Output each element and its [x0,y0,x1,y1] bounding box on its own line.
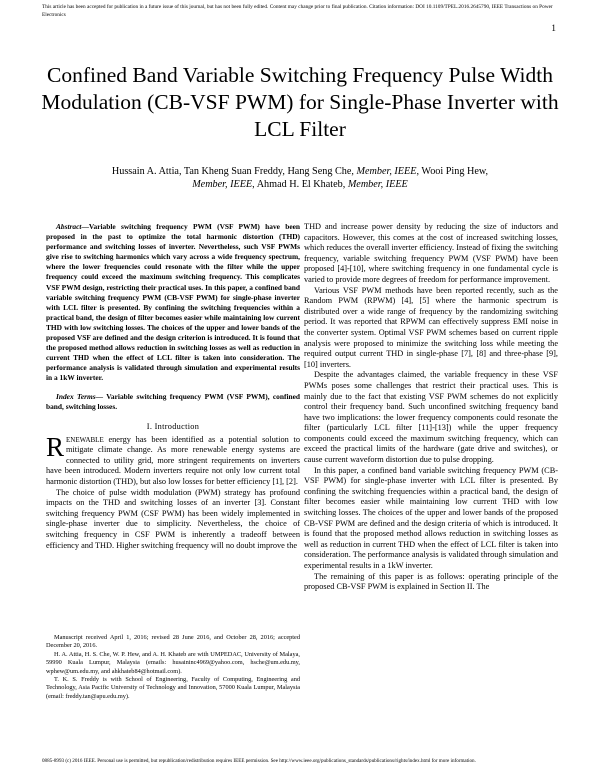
copyright-footer: 0885-8993 (c) 2016 IEEE. Personal use is permitted, but republication/redistribution requires IEEE permission. See http://www.ieee.org/publications_standards/publications/rights/index.html for more information. [42,758,476,764]
footnote-affiliation-2: T. K. S. Freddy is with School of Engineering, Faculty of Computing, Engineering and Technology, Asia Pacific University of Technology and Innovation, 57000 Kuala Lumpur, Malaysia (email: freddy.tan@apu.edu.my). [46,676,300,700]
right-paragraph-4: In this paper, a confined band variable switching frequency PWM (CB-VSF PWM) for single-phase inverter with LCL filter is presented. By confining the switching frequencies within a practical band, the design of filter becomes easier while maintaining low current THD with low switching losses. The choices of the upper and lower bands of the proposed CB-VSF PWM are defined and the design criteria of which is introduced. It is found that the proposed method allows reduction in switching losses as well as reduction in current THD when the effect of LCL filter is taken into consideration. The performance analysis is validated through simulation and experimental results in a 1kW inverter. [304,465,558,570]
author-membership-2: Member, IEEE [192,179,253,190]
page-number: 1 [551,24,556,34]
right-paragraph-3: Despite the advantages claimed, the variable frequency in these VSF PWMs poses some challenges that restrict their practical uses. This is mainly due to the fact that existing VSF PWM schemes do not explicitly control their frequency band. Such unconfined switching frequency band have two implications: the lower frequency components could resonate the filter (particularly LCL filter [11]-[13]) while the upper frequency components could exceed the maximum switching frequency, which can exceed the practical limits of the hardware (gate drive and switches), or cause current waveform distortion due to pulse dropping. [304,370,558,465]
author-names-2: , Ahmad H. El Khateb, [252,179,348,190]
footnotes [46,634,300,701]
author-list [60,165,540,191]
right-paragraph-5: The remaining of this paper is as follows: operating principle of the proposed CB-VSF PWM is explained in Section II. The [304,571,558,592]
drop-cap: R [46,431,65,462]
intro-paragraph-1 [46,431,300,488]
abstract-label: Abstract [56,222,82,231]
journal-notice: This article has been accepted for publication in a future issue of this journal, but has not been fully edited. Content may change prior to final publication. Citation information: DOI 10.1109/TPEL.2016.2645790, IEEE Transactions on Power Electronics [42,4,553,18]
right-paragraph-1: THD and increase power density by reducing the size of inductors and capacitors. However, this comes at the cost of increased switching losses, which reduces the overall inverter efficiency. Instead of fixing the switching frequency, variable switching frequency PWM (VSF PWM) have been proposed [4]-[10], where switching frequency in one fundamental cycle is varied to provide more degrees of freedom for performance improvement. [304,222,558,284]
footnote-received: Manuscript received April 1, 2016; revised 28 June 2016, and October 28, 2016; accepted December 20, 2016. [46,634,300,650]
left-column [46,222,300,551]
index-terms [46,392,300,412]
right-column [304,222,558,593]
author-names-1: Hussain A. Attia, Tan Kheng Suan Freddy, Hang Seng Che, [111,166,357,177]
author-membership-3: Member, IEEE [347,179,408,190]
right-paragraph-2: Various VSF PWM methods have been reported recently, such as the Random PWM (RPWM) [4], [5] where the harmonic spectrum is distributed over a wide range of frequency by the randomizing switching period. It was reported that RPWM can effectively suppress EMI noise in the converter system. Optimal VSF PWM schemes based on current ripple analysis were proposed to minimize the switching loss while meeting the required output current THD in single-phase [7], [8] and three-phase [9], [10] inverters. [304,285,558,369]
abstract [46,222,300,384]
intro-paragraph-1-text: energy has been identified as a potential solution to mitigate climate change. As more renewable energy systems are connected to utility grid, more stringent requirements on inverters have been introduced. Modern inverters require not only low current total harmonic distortion (THD), but also low losses for better efficiency [1], [2]. [46,434,300,487]
footnote-affiliation-1: H. A. Attia, H. S. Che, W. P. Hew, and A. H. Khateb are with UMPEDAC, University of Malaya, 59990 Kuala Lumpur, Malaysia (emails: husaininc4969@yahoo.com, hsche@um.edu.my, wphew@um.edu.my, and ahkhateb84@hotmail.com). [46,650,300,675]
author-membership-1: Member, IEEE [356,166,417,177]
intro-paragraph-2: The choice of pulse width modulation (PWM) strategy has profound impacts on the THD and switching losses of an inverter [3]. Constant switching frequency PWM (CSF PWM) has been widely implemented in single-phase inverter due to simplicity. Nevertheless, the choice of switching frequency in CSF PWM is inherently a tradeoff between efficiency and THD. Higher switching frequency will no doubt improve the [46,487,300,550]
index-terms-label: Index Terms [56,391,96,401]
abstract-text: —Variable switching frequency PWM (VSF PWM) have been proposed in the past to optimize the total harmonic distortion (THD) performance and switching losses of inverter. Nevertheless, such VSF PWMs give rise to switching harmonics which vary across a wide frequency spectrum, where the lower frequencies could resonate with the filter while the upper frequency could exceed the maximum switching frequency. This complicates VSF PWM design, restricting their practical uses. In this paper, a confined band variable switching frequency PWM (CB-VSF PWM) for single-phase inverter with LCL filter is presented. By confining the switching frequencies within a practical band, the design of filter becomes easier while maintaining low current THD with low switching losses. The choices of the upper and lower bands of the proposed VSF are defined and the design criterion is introduced. It is found that the proposed method allows reduction in switching losses as well as reduction in current THD when the effect of LCL filter is taken into consideration. The performance analysis is validated through simulation and experimental results in a 1kW inverter. [46,222,300,383]
paper-title: Confined Band Variable Switching Frequency Pulse Width Modulation (CB-VSF PWM) for Single-Phase Inverter with LCL Filter [41,63,559,141]
section-heading-introduction: I. Introduction [146,421,200,431]
author-names-1-tail: , Wooi Ping Hew, [416,166,489,177]
index-terms-text: — Variable switching frequency PWM (VSF PWM), confined band, switching losses. [46,391,300,411]
lead-word: ENEWABLE [66,435,104,444]
